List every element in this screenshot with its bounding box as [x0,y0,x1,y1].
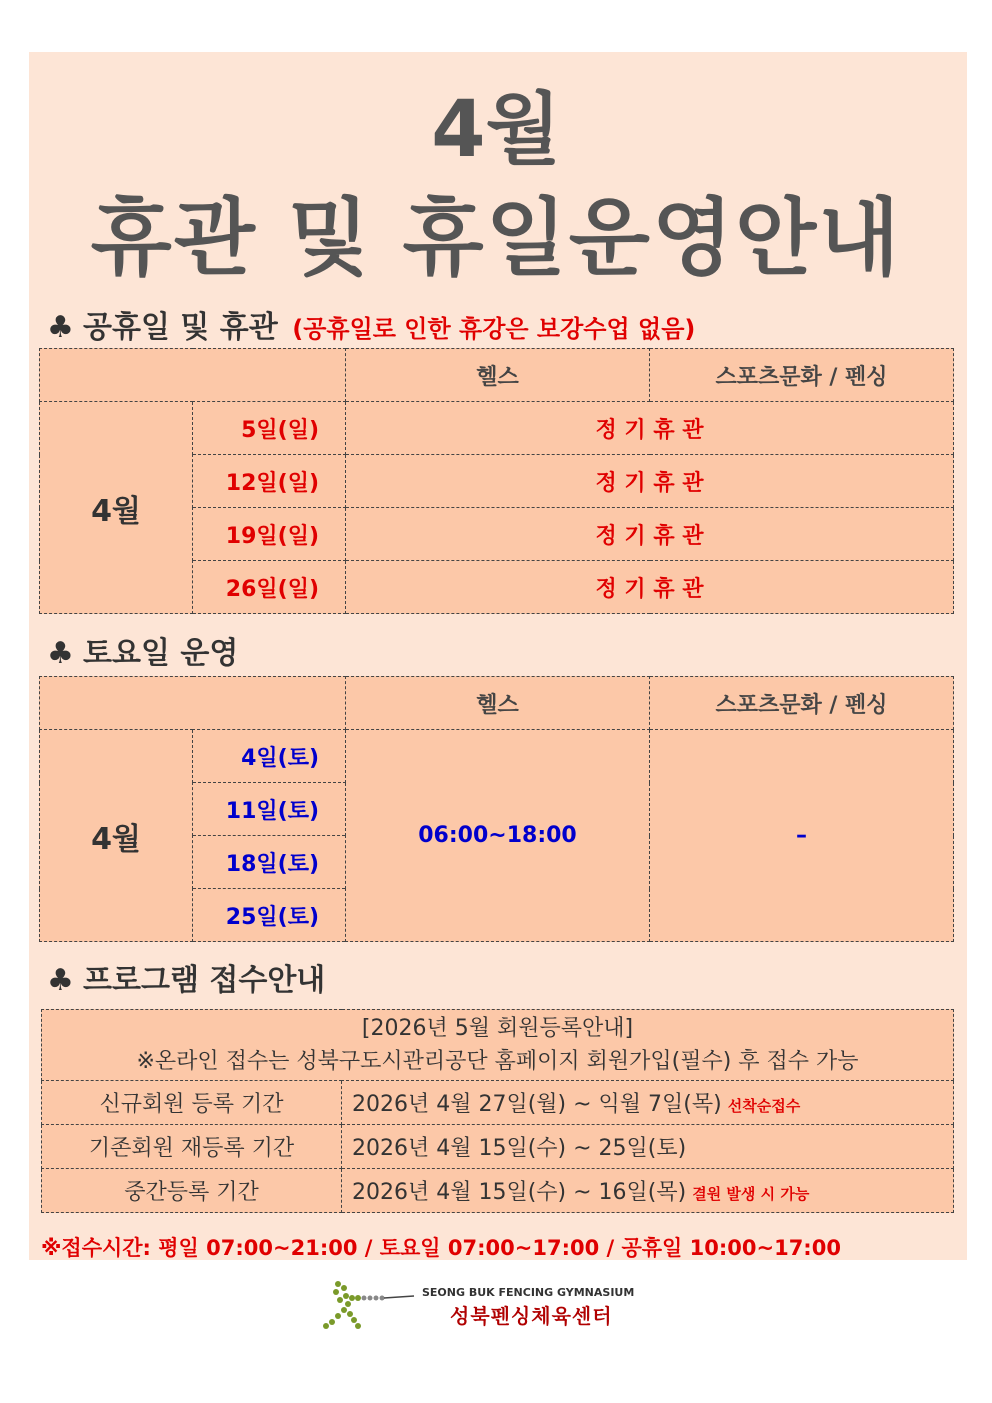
table-row [40,730,954,783]
club-icon: ♣ [47,636,74,671]
registration-label: 중간등록 기간 [42,1169,342,1213]
month-cell: 4월 [40,730,193,942]
registration-title: [2026년 5월 회원등록안내] [361,1016,634,1041]
registration-label: 기존회원 재등록 기간 [42,1125,342,1169]
center-logo [318,1278,678,1334]
status-cell: 정 기 휴 관 [346,402,954,455]
reception-hours-note: ※접수시간: 평일 07:00~21:00 / 토요일 07:00~17:00 / 공휴일 10:00~17:00 [41,1236,841,1260]
registration-header-row [42,1010,954,1081]
club-icon: ♣ [47,310,74,345]
date-cell: 4일(토) [193,730,346,783]
registration-note: 선착순접수 [727,1097,801,1115]
sports-hours-cell: – [650,730,954,942]
table-header-row [40,677,954,730]
status-cell: 정 기 휴 관 [346,561,954,614]
header-empty-cell [40,677,346,730]
header-sports: 스포츠문화 / 펜싱 [650,677,954,730]
status-cell: 정 기 휴 관 [346,455,954,508]
registration-period: 2026년 4월 15일(수) ~ 25일(토) [352,1136,687,1161]
section-note: (공휴일로 인한 휴강은 보강수업 없음) [292,315,696,343]
table-row [40,402,954,455]
fitness-hours-cell: 06:00~18:00 [346,730,650,942]
holiday-table [39,348,954,614]
registration-period: 2026년 4월 27일(월) ~ 익월 7일(목) [352,1092,722,1117]
registration-value [342,1125,954,1169]
section-registration-heading [47,955,325,999]
page-title: 휴관 및 휴일운영안내 [90,189,902,287]
header-sports: 스포츠문화 / 펜싱 [650,349,954,402]
section-saturday-heading [47,628,238,672]
section-title: 토요일 운영 [83,636,239,671]
table-row [42,1169,954,1213]
header-fitness: 헬스 [346,349,650,402]
title-month: 4월 [431,85,561,175]
logo-korean-name: 성북펜싱체육센터 [450,1304,613,1328]
registration-value [342,1169,954,1213]
table-row [42,1081,954,1125]
fencer-logo-icon [318,1278,418,1334]
registration-table [41,1009,954,1213]
registration-note: 결원 발생 시 가능 [692,1185,810,1203]
date-cell: 5일(일) [193,402,346,455]
registration-online-note: ※온라인 접수는 성북구도시관리공단 홈페이지 회원가입(필수) 후 접수 가능 [136,1049,859,1074]
section-title: 프로그램 접수안내 [83,963,326,998]
date-cell: 26일(일) [193,561,346,614]
registration-label: 신규회원 등록 기간 [42,1081,342,1125]
date-cell: 18일(토) [193,836,346,889]
date-cell: 11일(토) [193,783,346,836]
date-cell: 25일(토) [193,889,346,942]
registration-value [342,1081,954,1125]
club-icon: ♣ [47,963,74,998]
month-cell: 4월 [40,402,193,614]
date-cell: 19일(일) [193,508,346,561]
section-holidays-heading [47,302,695,346]
registration-period: 2026년 4월 15일(수) ~ 16일(목) [352,1180,687,1205]
status-cell: 정 기 휴 관 [346,508,954,561]
registration-header [42,1010,954,1081]
date-cell: 12일(일) [193,455,346,508]
header-empty-cell [40,349,346,402]
table-header-row [40,349,954,402]
logo-english-name: SEONG BUK FENCING GYMNASIUM [422,1286,635,1299]
header-fitness: 헬스 [346,677,650,730]
table-row [42,1125,954,1169]
saturday-table [39,676,954,942]
section-title: 공휴일 및 휴관 [83,310,278,345]
